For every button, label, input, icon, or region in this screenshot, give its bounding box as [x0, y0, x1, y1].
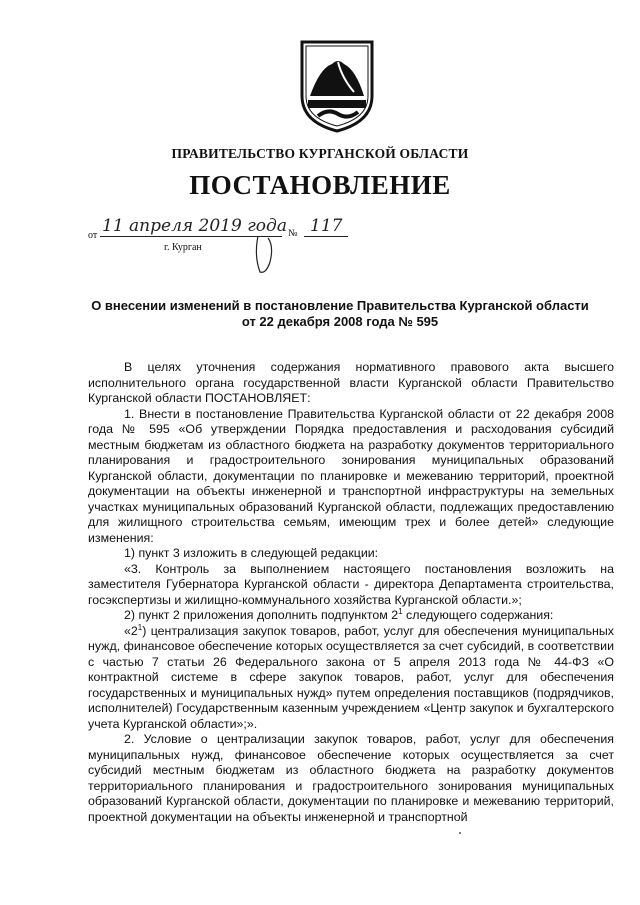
- date-prefix: от: [88, 230, 98, 241]
- paragraph-subitem-2: [88, 608, 614, 624]
- paragraph-subitem-1: 1) пункт 3 изложить в следующей редакции:: [124, 546, 379, 560]
- subitem-2-text: 2) пункт 2 приложения дополнить подпунктом 2: [124, 608, 399, 622]
- paragraph-item-2: 2. Условие о централизации закупок товаров, работ, услуг для обеспечения муниципальных нужд, финансовое обеспечение которых осуществляется за счет субсидий местным бюджетам из областного бюджета на разработку документов территориального планирования и градостроительного зонирования муниципальных образований Курганской области, документации по планировке и межеванию территорий, проектной документации на объекты инженерной и транспортной: [88, 732, 614, 824]
- paragraph-quote-2-1: [88, 624, 614, 733]
- subitem-2-text-end: следующего содержания:: [402, 608, 554, 622]
- paragraph-quote-3: «3. Контроль за выполнением настоящего постановления возложить на заместителя Губернатора Курганской области - директора Департамента строительства, госэкспертизы и жилищно-коммунального хозяйства Курганской области.»;: [88, 561, 614, 607]
- quote-2-1-start: «2: [124, 623, 138, 638]
- document-heading: [70, 298, 610, 330]
- heading-line-2: от 22 декабря 2008 года № 595: [241, 314, 439, 329]
- scan-speck: [459, 832, 461, 834]
- handwritten-date: 11 апреля 2019 года: [102, 216, 287, 236]
- date-number-block: [88, 216, 388, 276]
- document-type-title: ПОСТАНОВЛЕНИЕ: [189, 170, 451, 200]
- paragraph-item-1: 1. Внести в постановление Правительства Курганской области от 22 декабря 2008 года № 595 «Об утверждении Порядка предоставления и расходования субсидий местным бюджетам из областного бюджета на разработку документов территориального планирования и градостроительного зонирования муниципальных образований Курганской области, документации по планировке и межеванию территорий, проектной документации на объекты инженерной и транспортной инфраструктуры на земельных участках муниципальных образований Курганской области, подлежащих предоставлению для жилищного строительства семьям, имеющим трех и более детей» следующие изменения:: [88, 406, 614, 545]
- number-sign: №: [288, 228, 298, 239]
- signature-flourish-icon: [248, 234, 278, 276]
- government-name: ПРАВИТЕЛЬСТВО КУРГАНСКОЙ ОБЛАСТИ: [171, 146, 469, 161]
- superscript: 1: [398, 606, 403, 616]
- heading-line-1: О внесении изменений в постановление Правительства Курганской области: [91, 298, 589, 313]
- number-underline: [304, 236, 348, 237]
- quote-2-1-text: ) централизация закупок товаров, работ, услуг для обеспечения муниципальных нужд, финансовое обеспечение которых осуществляется за счет субсидий, в соответствии с частью 7 статьи 26 Федерального закона от 5 апреля 2013 года № 44-ФЗ «О контрактной системе в сфере закупок товаров, работ, услуг для обеспечения государственных и муниципальных нужд» путем определения поставщиков (подрядчиков, исполнителей) Государственным казенным учреждением «Центр закупок и бухгалтерского учета Курганской области»;».: [88, 623, 614, 731]
- city-label: г. Курган: [164, 242, 202, 253]
- coat-of-arms-icon: [298, 38, 376, 134]
- handwritten-number: 117: [310, 216, 343, 236]
- document-body: [88, 360, 614, 825]
- paragraph-preamble: В целях уточнения содержания нормативного правового акта высшего исполнительного органа государственной власти Курганской области Правительство Курганской области ПОСТАНОВЛЯЕТ:: [88, 360, 614, 405]
- superscript: 1: [137, 622, 143, 632]
